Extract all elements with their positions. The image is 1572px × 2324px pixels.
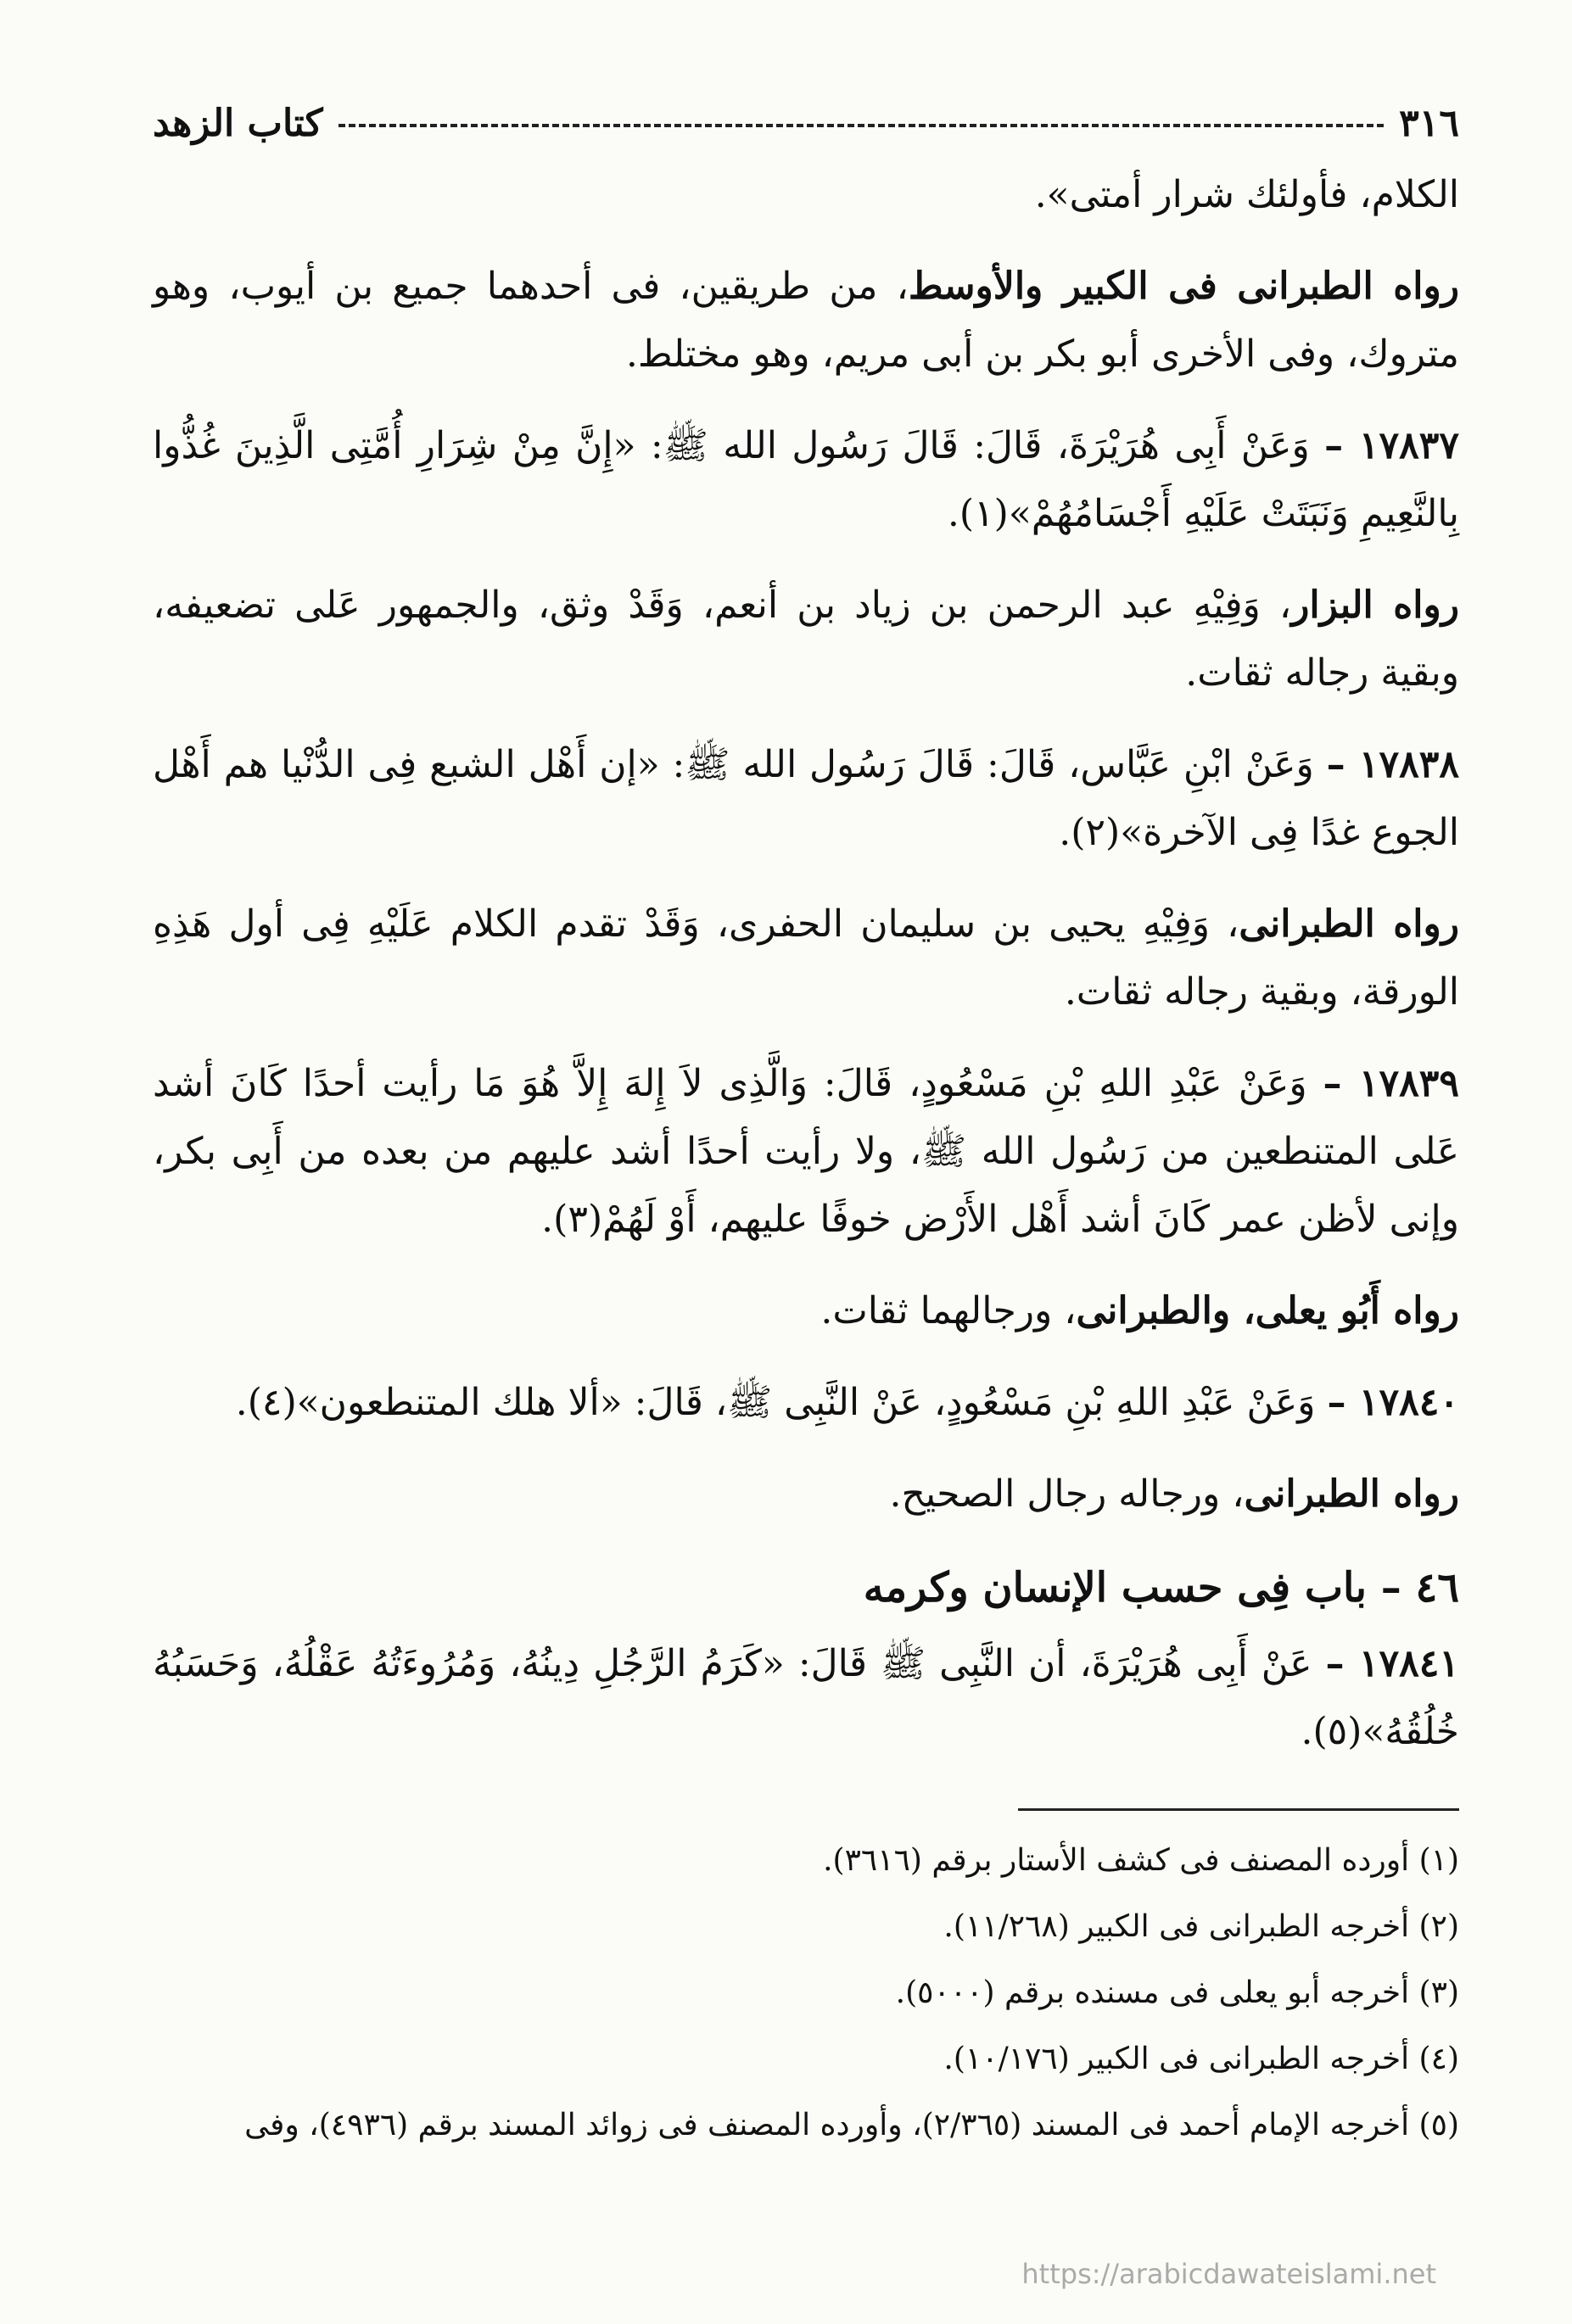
hadith [153, 731, 1459, 867]
watermark: https://arabicdawateislami.net [1021, 2258, 1436, 2290]
header-dashed-rule [338, 124, 1385, 127]
footnote: (١) أورده المصنف فى كشف الأستار برقم (٣٦١٦). [823, 1843, 1459, 1878]
main-text [153, 161, 1459, 1766]
hadith-text: وَعَنْ عَبْدِ اللهِ بْنِ مَسْعُودٍ، قَالَ: وَالَّذِى لاَ إِلهَ إِلاَّ هُوَ مَا رأيت أحدًا كَانَ أشد عَلى المتنطعين من رَسُول الله ﷺ، ولا رأيت أحدًا أشد عليهم من بعده من أَبِى بكر، وإنى لأظن عمر كَانَ أشد أَهْل الأَرْض خوفًا عليهم، أَوْ لَهُمْ(٣). [153, 1062, 1459, 1241]
hadith-number: ١٧٨٤٠ – [1327, 1381, 1459, 1424]
hadith [153, 1369, 1459, 1437]
source-citation: رواه الطبرانى [1239, 902, 1460, 946]
paragraph [153, 253, 1459, 388]
hadith-number: ١٧٨٣٧ – [1324, 424, 1459, 467]
book-page [153, 93, 1459, 2159]
running-header [153, 93, 1459, 153]
paragraph-text: ، وَفِيْهِ يحيى بن سليمان الحفرى، وَقَدْ تقدم الكلام عَلَيْهِ فِى أول هَذِهِ الورقة، وبقية رجاله ثقات. [153, 902, 1459, 1014]
hadith-text: وَعَنْ أَبِى هُرَيْرَةَ، قَالَ: قَالَ رَسُول الله ﷺ: «إِنَّ مِنْ شِرَارِ أُمَّتِى الَّذِينَ غُذُّوا بِالنَّعِيمِ وَنَبَتَتْ عَلَيْهِ أَجْسَامُهُمْ»(١). [153, 424, 1459, 535]
hadith-text: وَعَنْ ابْنِ عَبَّاس، قَالَ: قَالَ رَسُول الله ﷺ: «إن أَهْل الشبع فِى الدُّنْيا هم أَهْل الجوع غدًا فِى الآخرة»(٢). [153, 743, 1459, 854]
source-citation: رواه أَبُو يعلى، والطبرانى [1076, 1289, 1459, 1332]
footnote: (٢) أخرجه الطبرانى فى الكبير (١١/٢٦٨). [943, 1909, 1459, 1944]
source-citation: رواه الطبرانى [1244, 1472, 1459, 1516]
footnote: (٤) أخرجه الطبرانى فى الكبير (١٠/١٧٦). [943, 2042, 1459, 2076]
hadith-number: ١٧٨٣٩ – [1323, 1062, 1459, 1105]
paragraph-text: ، ورجاله رجال الصحيح. [889, 1472, 1245, 1516]
paragraph [153, 1461, 1459, 1528]
page-number: ٣١٦ [1399, 101, 1459, 145]
footnotes [153, 1828, 1459, 2159]
book-title: كتاب الزهد [153, 101, 323, 145]
hadith [153, 1630, 1459, 1766]
paragraph-text: ، من طريقين، فى أحدهما جميع بن أيوب، وهو متروك، وفى الأخرى أبو بكر بن أبى مريم، وهو مختلط. [153, 265, 1459, 376]
paragraph [153, 891, 1459, 1026]
hadith-text: عَنْ أَبِى هُرَيْرَةَ، أن النَّبِى ﷺ قَالَ: «كَرَمُ الرَّجُلِ دِينُهُ، وَمُرُوءَتُهُ عَقْلُهُ، وَحَسَبُهُ خُلُقُهُ»(٥). [153, 1642, 1459, 1753]
hadith [153, 412, 1459, 548]
footnote: (٣) أخرجه أبو يعلى فى مسنده برقم (٥٠٠٠). [895, 1975, 1459, 2010]
paragraph [153, 572, 1459, 707]
footnote: (٥) أخرجه الإمام أحمد فى المسند (٢/٣٦٥)، وأورده المصنف فى زوائد المسند برقم (٤٩٣٦)، وفى [244, 2108, 1459, 2142]
source-citation: رواه الطبرانى فى الكبير والأوسط [908, 265, 1460, 308]
paragraph-text: ، وَفِيْهِ عبد الرحمن بن زياد بن أنعم، وَقَدْ وثق، والجمهور عَلى تضعيفه، وبقية رجاله ثقات. [153, 584, 1459, 695]
paragraph [153, 1277, 1459, 1345]
chapter-heading: ٤٦ – باب فِى حسب الإنسان وكرمه [863, 1564, 1459, 1612]
footnote-separator [1018, 1808, 1459, 1811]
hadith-number: ١٧٨٤١ – [1325, 1642, 1459, 1685]
paragraph: الكلام، فأولئك شرار أمتى». [1034, 173, 1459, 216]
hadith [153, 1050, 1459, 1254]
hadith-number: ١٧٨٣٨ – [1326, 743, 1459, 786]
paragraph-text: ، ورجالهما ثقات. [820, 1289, 1077, 1332]
source-citation: رواه البزار [1291, 584, 1460, 627]
hadith-text: وَعَنْ عَبْدِ اللهِ بْنِ مَسْعُودٍ، عَنْ النَّبِى ﷺ، قَالَ: «ألا هلك المتنطعون»(٤). [235, 1381, 1316, 1424]
